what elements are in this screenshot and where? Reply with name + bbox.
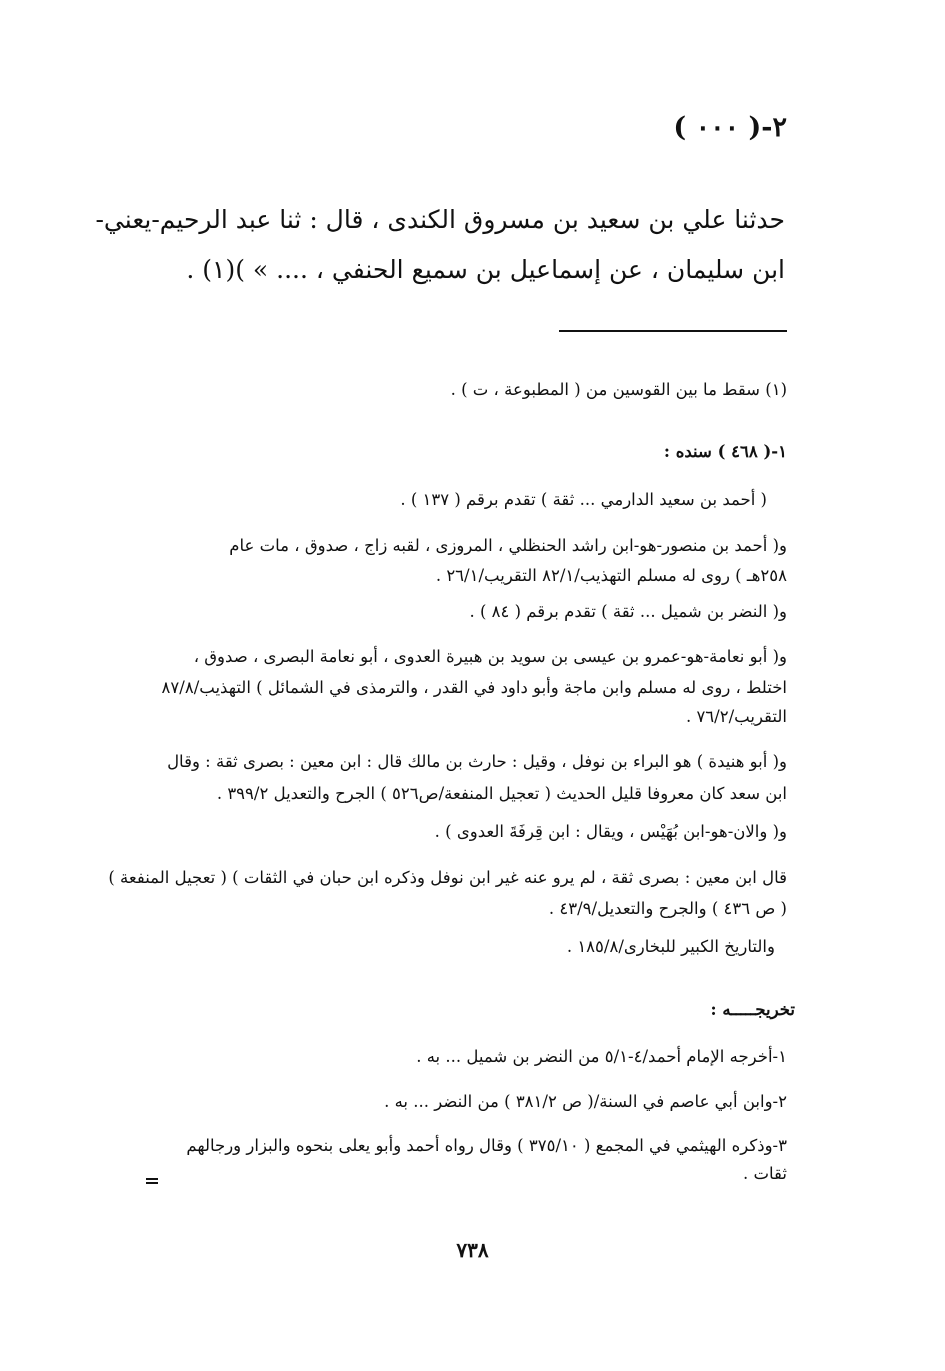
takhrij-line: ٣-وذكره الهيثمي في المجمع ( ٣٧٥/١٠ ) وقال رواه أحمد وأبو يعلى بنحوه والبزار ورجالهم — [186, 1136, 787, 1155]
sanad-line: و( النضر بن شميل ... ثقة ) تقدم برقم ( ٨٤ ) . — [469, 602, 787, 621]
sanad-line: والتاريخ الكبير للبخارى/١٨٥/٨ . — [566, 937, 775, 956]
sanad-line: ( أحمد بن سعيد الدارمي ... ثقة ) تقدم برقم ( ١٣٧ ) . — [400, 490, 767, 509]
sanad-line: و( أبو نعامة-هو-عمرو بن عيسى بن سويد بن هبيرة العدوى ، أبو نعامة البصرى ، صدوق ، — [193, 647, 787, 666]
footnote-separator — [559, 330, 787, 332]
sanad-line: ( ص ٤٣٦ ) والجرح والتعديل/٤٣/٩ . — [548, 899, 787, 918]
hadith-number: ٢-( ٠٠٠ ) — [673, 112, 787, 143]
hadith-text-line-1: حدثنا علي بن سعيد بن مسروق الكندى ، قال : ثنا عبد الرحيم-يعني- — [95, 205, 785, 234]
sanad-line: قال ابن معين : بصرى ثقة ، لم يرو عنه غير ابن نوفل وذكره ابن حبان في الثقات ) ( تعجيل المنفعة ) — [108, 868, 787, 887]
sanad-line: و( أبو هنيدة ) هو البراء بن نوفل ، وقيل : حارث بن مالك قال : ابن معين : بصرى ثقة : وقال — [167, 752, 787, 771]
sanad-line: و( أحمد بن منصور-هو-ابن راشد الحنظلي ، المروزى ، لقبه زاج ، صدوق ، مات عام — [229, 536, 787, 555]
takhrij-line: ثقات . — [743, 1164, 787, 1183]
sanad-line: ابن سعد كان معروفا قليل الحديث ( تعجيل المنفعة/ص٥٢٦ ) الجرح والتعديل ٣٩٩/٢ . — [216, 784, 787, 803]
sanad-line: و( والان-هو-ابن بُهَيْس ، ويقال : ابن قِرفَةَ العدوى ) . — [434, 822, 787, 841]
sanad-line: التقريب/٧٦/٢ . — [685, 707, 787, 726]
end-mark — [146, 1178, 158, 1184]
sanad-line: ٢٥٨هـ ) روى له مسلم التهذيب/٨٢/١ التقريب/٢٦/١ . — [435, 566, 787, 585]
page-number: ٧٣٨ — [456, 1238, 489, 1262]
takhrij-line: ١-أخرجه الإمام أحمد/٤-٥/١ من النضر بن شميل ... به . — [416, 1047, 787, 1066]
takhrij-line: ٢-وابن أبي عاصم في السنة/( ص ٣٨١/٢ ) من النضر ... به . — [384, 1092, 787, 1111]
sanad-line: اختلط ، روى له مسلم وابن ماجة وأبو داود في القدر ، والترمذى في الشمائل ) التهذيب/٨٧/٨ — [161, 678, 787, 697]
hadith-text-line-2: ابن سليمان ، عن إسماعيل بن سميع الحنفي ، .... » )(١) . — [186, 255, 785, 284]
footnote: (١) سقط ما بين القوسين من ( المطبوعة ، ت ) . — [450, 380, 787, 399]
takhrij-heading: تخريجـــــه : — [710, 1000, 795, 1019]
sanad-heading: ١-( ٤٦٨ ) سنده : — [663, 442, 787, 461]
